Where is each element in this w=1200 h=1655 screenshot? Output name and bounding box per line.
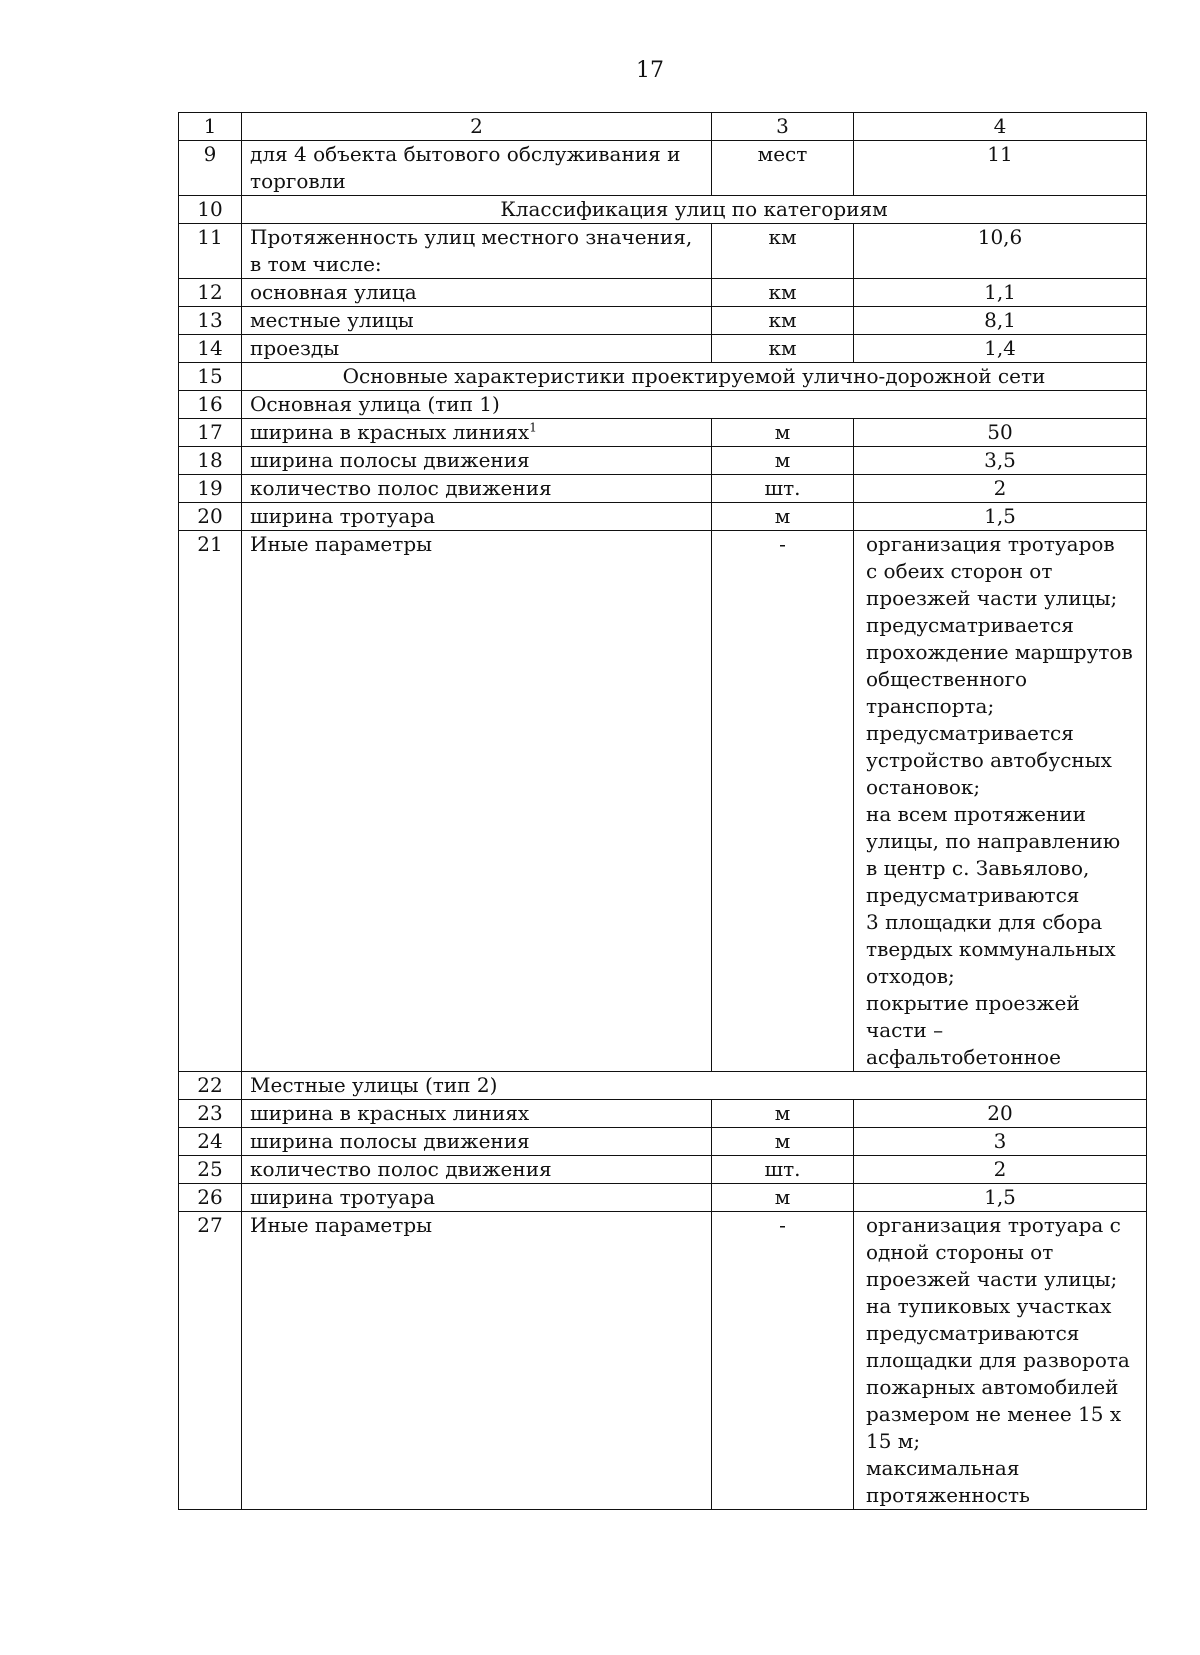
value-cell: 8,1 [854, 307, 1147, 335]
parameter-name [242, 335, 712, 363]
value-line: пожарных автомобилей [866, 1375, 1119, 1399]
parameter-name-text: ширина полосы движения [250, 1129, 530, 1153]
value-cell [854, 531, 1147, 1072]
column-header-2: 2 [242, 113, 712, 141]
value-line: проезжей части улицы; [866, 1267, 1118, 1291]
value-line: общественного [866, 667, 1028, 691]
unit-cell: м [712, 447, 854, 475]
unit-cell: м [712, 1184, 854, 1212]
value-line: покрытие проезжей [866, 991, 1080, 1015]
table-row [179, 1072, 1147, 1100]
row-number: 23 [179, 1100, 242, 1128]
table-row [179, 196, 1147, 224]
parameter-name [242, 307, 712, 335]
parameter-name [242, 141, 712, 196]
value-cell: 2 [854, 475, 1147, 503]
value-cell: 1,5 [854, 1184, 1147, 1212]
parameter-name-text: ширина полосы движения [250, 448, 530, 472]
value-cell: 3,5 [854, 447, 1147, 475]
parameter-name [242, 475, 712, 503]
unit-cell: - [712, 531, 854, 1072]
parameter-name [242, 1100, 712, 1128]
table-row [179, 1212, 1147, 1510]
row-number: 16 [179, 391, 242, 419]
value-line: 15 м; [866, 1429, 921, 1453]
parameter-name-text: ширина тротуара [250, 504, 436, 528]
value-cell: 3 [854, 1128, 1147, 1156]
value-line: на тупиковых участках [866, 1294, 1112, 1318]
parameter-name-text: основная улица [250, 280, 417, 304]
value-line: твердых коммунальных [866, 937, 1116, 961]
row-number: 25 [179, 1156, 242, 1184]
parameter-name-text: для 4 объекта бытового обслуживания и торговли [250, 142, 681, 193]
row-number: 18 [179, 447, 242, 475]
table-row [179, 391, 1147, 419]
section-title: Основные характеристики проектируемой улично-дорожной сети [242, 363, 1147, 391]
row-number: 14 [179, 335, 242, 363]
table-row [179, 307, 1147, 335]
parameter-name-text: Иные параметры [250, 1213, 433, 1237]
table-row [179, 531, 1147, 1072]
value-line: с обеих сторон от [866, 559, 1053, 583]
row-number: 20 [179, 503, 242, 531]
section-title: Классификация улиц по категориям [242, 196, 1147, 224]
value-line: организация тротуаров [866, 532, 1115, 556]
footnote-marker: 1 [529, 420, 537, 435]
table-row [179, 447, 1147, 475]
parameter-name-text: местные улицы [250, 308, 414, 332]
unit-cell: - [712, 1212, 854, 1510]
row-number: 13 [179, 307, 242, 335]
page-number: 17 [636, 58, 664, 83]
unit-cell: км [712, 335, 854, 363]
value-line: улицы, по направлению [866, 829, 1121, 853]
unit-cell: шт. [712, 475, 854, 503]
parameter-name [242, 1184, 712, 1212]
table-row [179, 335, 1147, 363]
unit-cell: км [712, 224, 854, 279]
parameter-name [242, 447, 712, 475]
value-line: одной стороны от [866, 1240, 1054, 1264]
value-cell: 1,5 [854, 503, 1147, 531]
value-line: устройство автобусных [866, 748, 1112, 772]
unit-cell: м [712, 1128, 854, 1156]
value-line: отходов; [866, 964, 955, 988]
row-number: 21 [179, 531, 242, 1072]
table-row [179, 503, 1147, 531]
table-row [179, 1156, 1147, 1184]
row-number: 12 [179, 279, 242, 307]
table-row [179, 1128, 1147, 1156]
value-line: асфальтобетонное [866, 1045, 1061, 1069]
value-line: в центр с. Завьялово, [866, 856, 1090, 880]
unit-cell: км [712, 307, 854, 335]
unit-cell: мест [712, 141, 854, 196]
value-cell: 1,4 [854, 335, 1147, 363]
parameter-name [242, 503, 712, 531]
row-number: 26 [179, 1184, 242, 1212]
row-number: 22 [179, 1072, 242, 1100]
value-line: предусматриваются [866, 1321, 1080, 1345]
parameter-name [242, 1212, 712, 1510]
subsection-title: Местные улицы (тип 2) [242, 1072, 1147, 1100]
subsection-title: Основная улица (тип 1) [242, 391, 1147, 419]
value-cell [854, 1212, 1147, 1510]
value-line: предусматриваются [866, 883, 1080, 907]
unit-cell: шт. [712, 1156, 854, 1184]
value-line: прохождение маршрутов [866, 640, 1133, 664]
parameter-name-text: количество полос движения [250, 476, 552, 500]
table-row [179, 279, 1147, 307]
value-cell: 2 [854, 1156, 1147, 1184]
table-row [179, 475, 1147, 503]
parameter-name-text: ширина тротуара [250, 1185, 436, 1209]
value-cell: 50 [854, 419, 1147, 447]
unit-cell: м [712, 419, 854, 447]
column-header-3: 3 [712, 113, 854, 141]
value-line: протяженность [866, 1483, 1030, 1507]
value-line: площадки для разворота [866, 1348, 1130, 1372]
row-number: 11 [179, 224, 242, 279]
parameter-name [242, 419, 712, 447]
parameters-table [178, 112, 1147, 1510]
row-number: 27 [179, 1212, 242, 1510]
parameter-name-text: количество полос движения [250, 1157, 552, 1181]
parameter-name-text: Иные параметры [250, 532, 433, 556]
table-row [179, 419, 1147, 447]
parameter-name-text: ширина в красных линиях [250, 420, 530, 444]
table-row [179, 1184, 1147, 1212]
row-number: 24 [179, 1128, 242, 1156]
value-line: предусматривается [866, 721, 1074, 745]
table-row [179, 141, 1147, 196]
row-number: 9 [179, 141, 242, 196]
row-number: 17 [179, 419, 242, 447]
value-cell: 10,6 [854, 224, 1147, 279]
row-number: 15 [179, 363, 242, 391]
table-row [179, 1100, 1147, 1128]
value-line: размером не менее 15 х [866, 1402, 1122, 1426]
parameter-name-text: проезды [250, 336, 340, 360]
column-header-1: 1 [179, 113, 242, 141]
parameter-name [242, 279, 712, 307]
row-number: 10 [179, 196, 242, 224]
value-line: на всем протяжении [866, 802, 1086, 826]
value-cell: 11 [854, 141, 1147, 196]
value-line: 3 площадки для сбора [866, 910, 1103, 934]
row-number: 19 [179, 475, 242, 503]
value-cell: 20 [854, 1100, 1147, 1128]
value-line: части – [866, 1018, 944, 1042]
parameter-name [242, 531, 712, 1072]
unit-cell: км [712, 279, 854, 307]
unit-cell: м [712, 1100, 854, 1128]
column-header-4: 4 [854, 113, 1147, 141]
parameter-name-text: ширина в красных линиях [250, 1101, 530, 1125]
table-header-row [179, 113, 1147, 141]
value-line: проезжей части улицы; [866, 586, 1118, 610]
table-row [179, 363, 1147, 391]
value-line: остановок; [866, 775, 981, 799]
table-row [179, 224, 1147, 279]
value-line: максимальная [866, 1456, 1020, 1480]
parameter-name-text: Протяженность улиц местного значения, в том числе: [250, 225, 693, 276]
parameter-name [242, 224, 712, 279]
parameter-name [242, 1156, 712, 1184]
value-line: организация тротуара с [866, 1213, 1121, 1237]
unit-cell: м [712, 503, 854, 531]
value-line: транспорта; [866, 694, 995, 718]
value-cell: 1,1 [854, 279, 1147, 307]
parameter-name [242, 1128, 712, 1156]
value-line: предусматривается [866, 613, 1074, 637]
